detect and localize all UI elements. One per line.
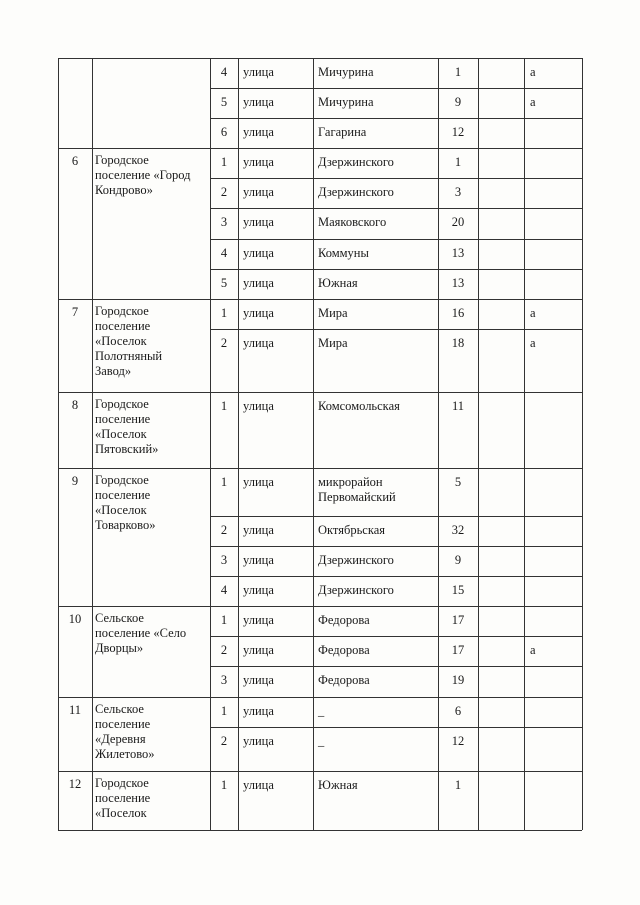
row-divider <box>58 299 210 300</box>
settlement-name: Городское поселение «Поселок Полотняный Завод» <box>95 304 163 378</box>
house-number: 11 <box>451 399 465 413</box>
house-number: 1 <box>454 65 462 79</box>
street-name: Южная <box>318 778 358 792</box>
column-divider <box>478 606 479 636</box>
item-number: 4 <box>220 246 228 260</box>
region-number: 12 <box>68 777 82 791</box>
house-number: 9 <box>454 553 462 567</box>
column-divider <box>582 666 583 697</box>
row-divider <box>210 299 582 300</box>
region-number: 8 <box>71 398 79 412</box>
street-type: улица <box>243 475 274 489</box>
row-divider <box>58 697 210 698</box>
region-number: 7 <box>71 305 79 319</box>
street-name: _ <box>318 704 325 718</box>
row-divider <box>210 576 582 577</box>
house-number: 20 <box>451 215 465 229</box>
column-divider <box>478 546 479 576</box>
house-number: 6 <box>454 704 462 718</box>
column-divider <box>478 636 479 666</box>
street-name: микрорайон Первомайский <box>318 475 396 504</box>
street-name: Дзержинского <box>318 185 394 199</box>
item-number: 1 <box>220 778 228 792</box>
column-divider <box>238 148 239 178</box>
row-divider <box>210 606 582 607</box>
house-number: 32 <box>451 523 465 537</box>
column-divider <box>58 148 59 299</box>
table-bottom-border <box>58 830 582 831</box>
item-number: 2 <box>220 734 228 748</box>
region-number: 6 <box>71 154 79 168</box>
column-divider <box>478 118 479 148</box>
house-number: 16 <box>451 306 465 320</box>
street-type: улица <box>243 643 274 657</box>
column-divider <box>238 771 239 830</box>
column-divider <box>582 299 583 329</box>
item-number: 3 <box>220 553 228 567</box>
row-divider <box>210 516 582 517</box>
column-divider <box>313 576 314 606</box>
column-divider <box>238 516 239 546</box>
column-divider <box>524 636 525 666</box>
column-divider <box>58 299 59 392</box>
column-divider <box>524 576 525 606</box>
building-letter: а <box>530 95 536 109</box>
region-number: 9 <box>71 474 79 488</box>
column-divider <box>313 178 314 208</box>
column-divider <box>524 299 525 329</box>
column-divider <box>238 88 239 118</box>
house-number: 19 <box>451 673 465 687</box>
house-number: 1 <box>454 778 462 792</box>
column-divider <box>582 58 583 88</box>
column-divider <box>313 88 314 118</box>
row-divider <box>58 771 210 772</box>
column-divider <box>238 727 239 771</box>
column-divider <box>313 58 314 88</box>
column-divider <box>582 636 583 666</box>
column-divider <box>524 239 525 269</box>
column-divider <box>582 208 583 239</box>
street-name: _ <box>318 734 325 748</box>
street-type: улица <box>243 583 274 597</box>
column-divider <box>582 88 583 118</box>
row-divider <box>210 88 582 89</box>
item-number: 6 <box>220 125 228 139</box>
item-number: 2 <box>220 643 228 657</box>
column-divider <box>313 118 314 148</box>
column-divider <box>478 58 479 88</box>
house-number: 1 <box>454 155 462 169</box>
column-divider <box>582 329 583 392</box>
settlement-name: Городское поселение «Поселок <box>95 776 151 820</box>
building-letter: а <box>530 336 536 350</box>
column-divider <box>238 576 239 606</box>
item-number: 1 <box>220 399 228 413</box>
column-divider <box>582 697 583 727</box>
street-type: улица <box>243 734 274 748</box>
column-divider <box>524 516 525 546</box>
column-divider <box>524 148 525 178</box>
column-divider <box>58 58 59 148</box>
column-divider <box>313 239 314 269</box>
column-divider <box>524 666 525 697</box>
column-divider <box>313 468 314 516</box>
column-divider <box>92 58 93 148</box>
region-number: 10 <box>68 612 82 626</box>
row-divider <box>210 58 582 59</box>
house-number: 15 <box>451 583 465 597</box>
row-divider <box>210 392 582 393</box>
column-divider <box>582 148 583 178</box>
row-divider <box>210 269 582 270</box>
column-divider <box>238 546 239 576</box>
house-number: 17 <box>451 613 465 627</box>
column-divider <box>313 606 314 636</box>
column-divider <box>582 269 583 299</box>
column-divider <box>478 239 479 269</box>
street-name: Южная <box>318 276 358 290</box>
column-divider <box>582 516 583 546</box>
street-name: Октябрьская <box>318 523 386 537</box>
row-divider <box>210 118 582 119</box>
house-number: 18 <box>451 336 465 350</box>
street-type: улица <box>243 523 274 537</box>
settlement-name: Городское поселение «Поселок Пятовский» <box>95 397 159 456</box>
column-divider <box>478 329 479 392</box>
column-divider <box>238 208 239 239</box>
row-divider <box>58 148 210 149</box>
column-divider <box>92 299 93 392</box>
street-type: улица <box>243 215 274 229</box>
street-name: Мира <box>318 306 348 320</box>
settlement-name: Сельское поселение «Деревня Жилетово» <box>95 702 155 761</box>
street-name: Федорова <box>318 643 370 657</box>
column-divider <box>238 178 239 208</box>
column-divider <box>582 576 583 606</box>
column-divider <box>524 178 525 208</box>
row-divider <box>58 468 210 469</box>
street-name: Дзержинского <box>318 553 394 567</box>
item-number: 1 <box>220 155 228 169</box>
settlement-name: Городское поселение «Поселок Товарково» <box>95 473 156 532</box>
street-type: улица <box>243 306 274 320</box>
column-divider <box>524 468 525 516</box>
column-divider <box>478 299 479 329</box>
item-number: 1 <box>220 613 228 627</box>
item-number: 3 <box>220 673 228 687</box>
building-letter: а <box>530 65 536 79</box>
column-divider <box>313 329 314 392</box>
column-divider <box>524 606 525 636</box>
item-number: 2 <box>220 336 228 350</box>
item-number: 3 <box>220 215 228 229</box>
column-divider <box>238 239 239 269</box>
column-divider <box>313 269 314 299</box>
column-divider <box>58 392 59 468</box>
street-type: улица <box>243 553 274 567</box>
column-divider <box>524 392 525 468</box>
house-number: 12 <box>451 125 465 139</box>
street-type: улица <box>243 185 274 199</box>
street-type: улица <box>243 673 274 687</box>
row-divider <box>210 666 582 667</box>
street-type: улица <box>243 65 274 79</box>
column-divider <box>478 666 479 697</box>
item-number: 4 <box>220 65 228 79</box>
column-divider <box>238 329 239 392</box>
street-name: Гагарина <box>318 125 367 139</box>
item-number: 5 <box>220 95 228 109</box>
column-divider <box>582 239 583 269</box>
column-divider <box>582 178 583 208</box>
column-divider <box>478 771 479 830</box>
street-name: Мира <box>318 336 348 350</box>
column-divider <box>524 546 525 576</box>
column-divider <box>58 468 59 606</box>
row-divider <box>210 148 582 149</box>
column-divider <box>582 727 583 771</box>
column-divider <box>238 392 239 468</box>
column-divider <box>478 468 479 516</box>
column-divider <box>524 771 525 830</box>
column-divider <box>313 148 314 178</box>
street-type: улица <box>243 246 274 260</box>
row-divider <box>210 468 582 469</box>
item-number: 2 <box>220 185 228 199</box>
column-divider <box>238 606 239 636</box>
column-divider <box>92 392 93 468</box>
street-type: улица <box>243 95 274 109</box>
column-divider <box>582 606 583 636</box>
item-number: 1 <box>220 306 228 320</box>
house-number: 5 <box>454 475 462 489</box>
column-divider <box>524 697 525 727</box>
column-divider <box>238 666 239 697</box>
street-name: Мичурина <box>318 95 374 109</box>
column-divider <box>524 88 525 118</box>
row-divider <box>210 727 582 728</box>
item-number: 5 <box>220 276 228 290</box>
street-name: Федорова <box>318 613 370 627</box>
street-type: улица <box>243 613 274 627</box>
row-divider <box>210 636 582 637</box>
column-divider <box>238 468 239 516</box>
column-divider <box>582 771 583 830</box>
column-divider <box>238 697 239 727</box>
row-divider <box>210 329 582 330</box>
column-divider <box>478 576 479 606</box>
column-divider <box>313 392 314 468</box>
column-divider <box>313 299 314 329</box>
region-number: 11 <box>68 703 82 717</box>
column-divider <box>313 697 314 727</box>
column-divider <box>313 636 314 666</box>
column-divider <box>478 88 479 118</box>
column-divider <box>582 546 583 576</box>
column-divider <box>313 516 314 546</box>
item-number: 2 <box>220 523 228 537</box>
column-divider <box>582 468 583 516</box>
column-divider <box>524 208 525 239</box>
house-number: 3 <box>454 185 462 199</box>
column-divider <box>478 269 479 299</box>
column-divider <box>238 299 239 329</box>
street-type: улица <box>243 276 274 290</box>
street-name: Комсомольская <box>318 399 400 413</box>
row-divider <box>58 606 210 607</box>
column-divider <box>478 516 479 546</box>
row-divider <box>210 697 582 698</box>
row-divider <box>210 546 582 547</box>
column-divider <box>478 697 479 727</box>
house-number: 12 <box>451 734 465 748</box>
item-number: 4 <box>220 583 228 597</box>
column-divider <box>92 697 93 771</box>
column-divider <box>524 727 525 771</box>
row-divider <box>58 392 210 393</box>
column-divider <box>313 771 314 830</box>
street-type: улица <box>243 336 274 350</box>
column-divider <box>524 269 525 299</box>
column-divider <box>313 666 314 697</box>
column-divider <box>238 58 239 88</box>
column-divider <box>58 771 59 830</box>
street-type: улица <box>243 125 274 139</box>
column-divider <box>524 58 525 88</box>
item-number: 1 <box>220 704 228 718</box>
row-divider <box>210 208 582 209</box>
row-divider <box>210 239 582 240</box>
item-number: 1 <box>220 475 228 489</box>
column-divider <box>238 636 239 666</box>
column-divider <box>524 118 525 148</box>
street-name: Дзержинского <box>318 155 394 169</box>
column-divider <box>582 392 583 468</box>
column-divider <box>524 329 525 392</box>
column-divider <box>313 208 314 239</box>
row-divider <box>210 771 582 772</box>
street-name: Коммуны <box>318 246 369 260</box>
street-name: Маяковского <box>318 215 387 229</box>
house-number: 13 <box>451 276 465 290</box>
column-divider <box>313 727 314 771</box>
column-divider <box>478 178 479 208</box>
column-divider <box>92 606 93 697</box>
column-divider <box>58 697 59 771</box>
settlement-name: Городское поселение «Город Кондрово» <box>95 153 191 197</box>
house-number: 9 <box>454 95 462 109</box>
street-type: улица <box>243 778 274 792</box>
street-type: улица <box>243 155 274 169</box>
column-divider <box>58 606 59 697</box>
street-name: Мичурина <box>318 65 374 79</box>
column-divider <box>478 727 479 771</box>
column-divider <box>238 118 239 148</box>
street-name: Федорова <box>318 673 370 687</box>
column-divider <box>478 392 479 468</box>
column-divider <box>478 208 479 239</box>
house-number: 13 <box>451 246 465 260</box>
row-divider <box>58 58 210 59</box>
column-divider <box>92 468 93 606</box>
column-divider <box>92 771 93 830</box>
street-type: улица <box>243 399 274 413</box>
column-divider <box>238 269 239 299</box>
street-type: улица <box>243 704 274 718</box>
street-name: Дзержинского <box>318 583 394 597</box>
building-letter: а <box>530 306 536 320</box>
settlement-name: Сельское поселение «Село Дворцы» <box>95 611 187 655</box>
column-divider <box>313 546 314 576</box>
column-divider <box>582 118 583 148</box>
column-divider <box>92 148 93 299</box>
column-divider <box>478 148 479 178</box>
house-number: 17 <box>451 643 465 657</box>
row-divider <box>210 178 582 179</box>
building-letter: а <box>530 643 536 657</box>
